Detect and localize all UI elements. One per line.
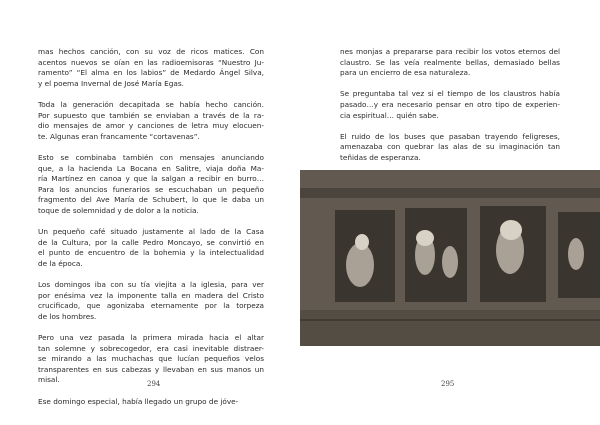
- text-line: mas hechos canción, con su voz de ricos matices. Con: [38, 47, 264, 56]
- text-line: Para los anuncios funerarios se escuchaban un pequeño: [38, 184, 264, 194]
- text-line: Los domingos iba con su tía viejita a la iglesia, para ver: [38, 280, 264, 290]
- text-line: teñidas de esperanza.: [340, 152, 421, 162]
- paragraph: [340, 47, 560, 79]
- text-line: pasado…y era necesario pensar en otro tipo de experien-: [340, 99, 560, 109]
- text-line: de la Cultura, por la calle Pedro Moncayo, se convirtió en: [38, 237, 264, 247]
- text-line: Por supuesto que también se enviaban a través de la ra-: [38, 110, 264, 120]
- text-line: cia espiritual… quién sabe.: [340, 110, 439, 120]
- text-line: toque de solemnidad y de dolor a la noticia.: [38, 205, 199, 215]
- paragraph: [38, 280, 264, 322]
- text-line: que, a la hacienda La Bocana en Salitre, viaja doña Ma-: [38, 163, 264, 173]
- text-line: dio mensajes de amor y canciones de letra muy elocuen-: [38, 121, 264, 131]
- text-line: de los hombres.: [38, 311, 97, 321]
- text-line: tan solemne y sobrecogedor, era casi inevitable distraer-: [38, 343, 264, 353]
- paragraph: [38, 333, 264, 386]
- text-line: fragmento del Ave María de Schubert, lo que le daba un: [38, 195, 264, 205]
- text-line: de la época.: [38, 258, 83, 268]
- text-line: nes monjas a prepararse para recibir los votos eternos del: [340, 47, 560, 56]
- text-line: crucificado, que agonizaba eternamente por la torpeza: [38, 301, 264, 311]
- paragraph: [340, 89, 560, 121]
- text-line: por enésima vez la imponente talla en madera del Cristo: [38, 290, 264, 300]
- paragraph: [340, 132, 560, 164]
- right-page-text: [340, 47, 560, 174]
- text-line: ramento” “El alma en los labios” de Medardo Ángel Silva,: [38, 68, 264, 78]
- text-line: transparentes en sus cabezas y llevaban en sus manos un: [38, 364, 264, 374]
- bus-windows-illustration: [300, 170, 600, 346]
- text-line: Pero una vez pasada la primera mirada hacia el altar: [38, 333, 264, 343]
- page-number-right: 295: [441, 380, 455, 388]
- text-line: te. Algunas eran francamente “cortavenas”.: [38, 131, 200, 141]
- text-line: El ruido de los buses que pasaban trayendo feligreses,: [340, 131, 560, 141]
- historical-photo-bus-windows: [300, 170, 600, 346]
- text-line: Toda la generación decapitada se había hecho canción.: [38, 99, 264, 109]
- text-line: el punto de encuentro de la bohemia y la intelectualidad: [38, 248, 264, 258]
- text-line: se mirando a las muchachas que lucían pequeños velos: [38, 354, 264, 364]
- text-line: amenazaba con quebrar las alas de su imaginación tan: [340, 142, 560, 152]
- text-line: Ese domingo especial, había llegado un grupo de jóve-: [38, 396, 239, 406]
- paragraph: [38, 47, 264, 89]
- text-line: acentos nuevos se oían en las radioemisoras “Nuestro Ju-: [38, 57, 264, 67]
- text-line: ría Martínez en canoa y que la salgan a recibir en burro…: [38, 174, 264, 184]
- text-line: para un encierro de esa naturaleza.: [340, 68, 471, 78]
- text-line: y el poema Invernal de José María Egas.: [38, 78, 184, 88]
- left-page-text: [38, 47, 264, 418]
- text-line: claustro. Se las veía realmente bellas, demasiado bellas: [340, 57, 560, 67]
- text-line: Esto se combinaba también con mensajes anunciando: [38, 152, 264, 162]
- paragraph: [38, 397, 264, 408]
- text-line: misal.: [38, 375, 60, 385]
- paragraph: [38, 227, 264, 269]
- page-number-left: 294: [147, 380, 161, 388]
- paragraph: [38, 153, 264, 217]
- paragraph: [38, 100, 264, 142]
- text-line: Un pequeño café situado justamente al lado de la Casa: [38, 227, 264, 237]
- text-line: Se preguntaba tal vez si el tiempo de los claustros había: [340, 89, 560, 99]
